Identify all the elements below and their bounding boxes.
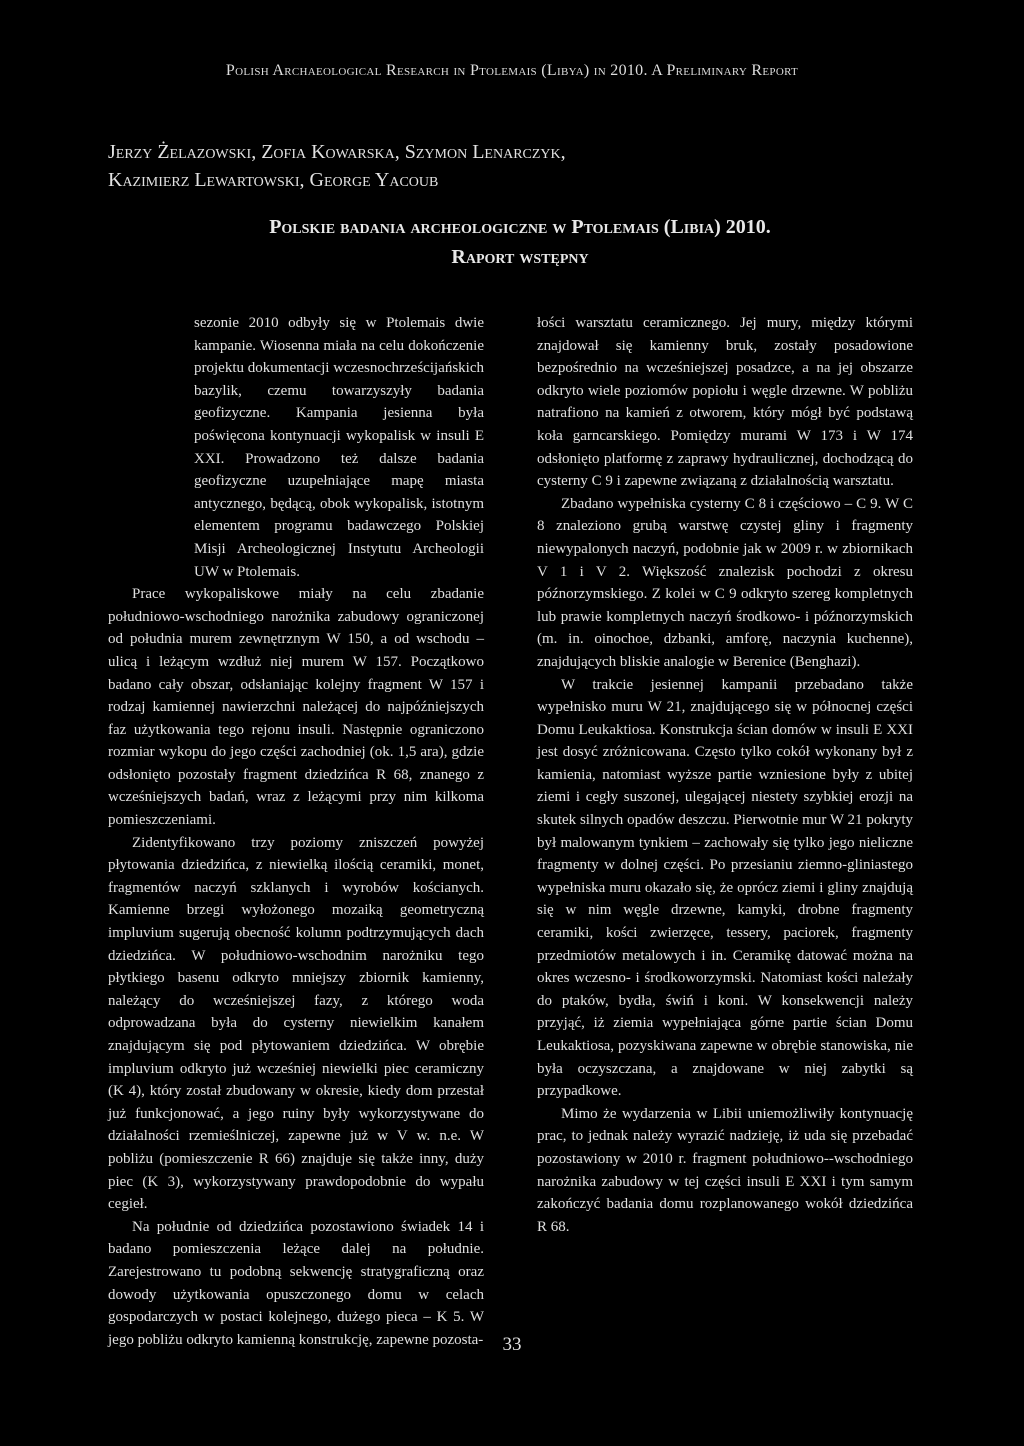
paragraph: W trakcie jesiennej kampanii przebadano także wypełnisko muru W 21, znajdującego się w północnej części Domu Leukaktiosa. Konstrukcja ścian domów w insuli E XXI jest dosyć zróżnicowana. Często tylko cokół wykonany był z kamienia, natomiast wyższe partie wzniesione były z ubitej ziemi i cegły suszonej, ulegającej niestety szybkiej erozji na skutek silnych opadów deszczu. Pierwotnie mur W 21 pokryty był malowanym tynkiem – zachowały się tylko jego nieliczne fragmenty w dolnej części. Po przesianiu ziemno-gliniastego wypełniska muru okazało się, że oprócz ziemi i gliny znajdują się w nim węgle drzewne, kamyki, drobne fragmenty ceramiki, kości zwierzęce, tessery, paciorek, fragmenty przedmiotów metalowych i in. Ceramikę datować można na okres wczesno- i środkoworzymski. Natomiast kości należały do ptaków, bydła, świń i koni. W konsekwencji należy przyjąć, iż ziemia wypełniająca górne partie ścian Domu Leukaktiosa, pozyskiwana zapewne w obrębie stanowiska, nie była oczyszczana, a znajdowane w niej zabytki są przypadkowe. — [537, 676, 913, 1100]
authors — [108, 138, 928, 194]
article-title — [120, 212, 920, 272]
paragraph: Zbadano wypełniska cysterny C 8 i częściowo – C 9. W C 8 znaleziono grubą warstwę czystej gliny i fragmenty niewypalonych naczyń, podobnie jak w 2009 r. w zbiornikach V 1 i V 2. Większość znalezisk pochodzi z okresu późnorzymskiego. Z kolei w C 9 odkryto szereg kompletnych lub prawie kompletnych naczyń środkowo- i późnorzymskich (m. in. oinochoe, dzbanki, amforę, naczynia kuchenne), znajdujących bliskie analogie w Berenice (Benghazi). — [537, 495, 913, 670]
article-title-line-2: Raport wstępny — [451, 246, 589, 268]
paragraph: Na południe od dziedzińca pozostawiono świadek 14 i badano pomieszczenia leżące dalej na południe. Zarejestrowano tu podobną sekwencję stratygraficzną oraz dowody użytkowania opuszczonego domu w celach gospodarczych w postaci kolejnego, dużego pieca – K 5. W jego pobliżu odkryto kamienną konstrukcję, zapewne pozosta- — [108, 1218, 484, 1348]
article-title-line-1: Polskie badania archeologiczne w Ptolemais (Libia) 2010. — [269, 216, 771, 238]
page-number: 33 — [502, 1334, 522, 1355]
authors-line-2: Kazimierz Lewartowski, George Yacoub — [108, 169, 439, 191]
paragraph: Zidentyfikowano trzy poziomy zniszczeń powyżej płytowania dziedzińca, z niewielką ilością ceramiki, monet, fragmentów naczyń szklanych i wyrobów kościanych. Kamienne brzegi wyłożonego mozaiką geometryczną impluvium sugerują obecność kolumn podtrzymujących dach dziedzińca. W południowo-wschodnim narożniku tego płytkiego basenu odkryto mniejszy zbiornik kamienny, należący do wcześniejszej fazy, z którego woda odprowadzana była do cysterny niewielkim kanałem znajdującym się pod płytowaniem dziedzińca. W obrębie impluvium odkryto już wcześniej niewielki piec ceramiczny (K 4), który został zbudowany w okresie, kiedy dom przestał już funkcjonować, a jego ruiny były wykorzystywane do działalności rzemieślniczej, zapewne już w V w. n.e. W pobliżu (pomieszczenie R 66) znajduje się także inny, duży piec (K 3), wykorzystywany prawdopodobnie do wypału cegieł. — [108, 834, 484, 1213]
paragraph: łości warsztatu ceramicznego. Jej mury, między którymi znajdował się kamienny bruk, zostały posadowione bezpośrednio na wcześniejszej posadzce, a na jej obszarze odkryto wiele poziomów popiołu i węgle drzewne. W pobliżu natrafiono na kamień z otworem, który mógł być podstawą koła garncarskiego. Pomiędzy murami W 173 i W 174 odsłonięto platformę z zaprawy hydraulicznej, dochodzącą do cysterny C 9 i zapewne związaną z działalnością warsztatu. — [537, 315, 913, 490]
authors-line-1: Jerzy Żelazowski, Zofia Kowarska, Szymon Lenarczyk, — [108, 141, 566, 163]
right-column — [537, 312, 913, 1238]
paragraph: sezonie 2010 odbyły się w Ptolemais dwie kampanie. Wiosenna miała na celu dokończenie projektu dokumentacji wczesnochrześcijańskich bazylik, czemu towarzyszyły badania geofizyczne. Kampania jesienna była poświęcona kontynuacji wykopalisk w insuli E XXI. Prowadzono też dalsze badania geofizyczne uzupełniające mapę miasta antycznego, będącą, obok wykopalisk, istotnym elementem programu badawczego Polskiej Misji Archeologicznej Instytutu Archeologii UW w Ptolemais. — [194, 315, 484, 580]
paragraph: Mimo że wydarzenia w Libii uniemożliwiły kontynuację prac, to jednak należy wyrazić nadzieję, iż uda się przebadać pozostawiony w 2010 r. fragment południowo--wschodniego narożnika zabudowy w tej części insuli E XXI i tym samym zakończyć badania domu rozplanowanego wokół dziedzińca R 68. — [537, 1105, 913, 1235]
left-column — [108, 312, 484, 1351]
paragraph: Prace wykopaliskowe miały na celu zbadanie południowo-wschodniego narożnika zabudowy ograniczonej od południa murem zewnętrznym W 150, a od wschodu – ulicą i leżącym wzdłuż niej murem W 157. Początkowo badano cały obszar, odsłaniając kolejny fragment W 157 i rodzaj kamiennej nawierzchni należącej do najpóźniejszych faz użytkowania tego rejonu insuli. Następnie ograniczono rozmiar wykopu do jego części zachodniej (ok. 1,5 ara), gdzie odsłonięto pozostały fragment dziedzińca R 68, znanego z wcześniejszych badań, wraz z leżącymi przy nim kilkoma pomieszczeniami. — [108, 586, 484, 829]
running-head: Polish Archaeological Research in Ptolemais (Libya) in 2010. A Preliminary Report — [225, 62, 799, 79]
